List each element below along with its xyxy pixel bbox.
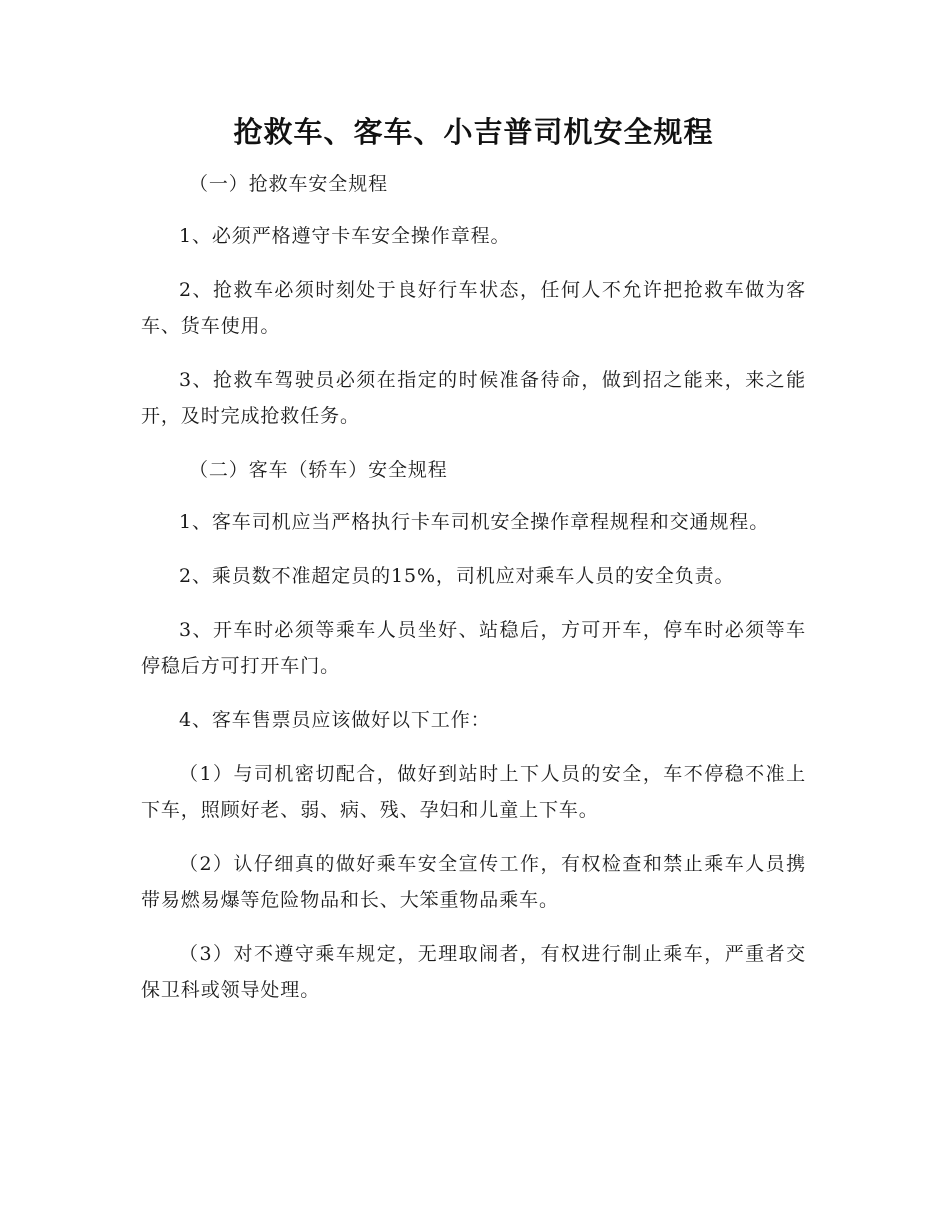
paragraph: 4、客车售票员应该做好以下工作： — [179, 709, 491, 731]
paragraph: 2、乘员数不准超定员的15%，司机应对乘车人员的安全负责。 — [179, 565, 735, 587]
paragraph: （1）与司机密切配合，做好到站时上下人员的安全，车不停稳不准上下车，照顾好老、弱、病、残、孕妇和儿童上下车。 — [141, 763, 806, 821]
paragraph: 1、必须严格遵守卡车安全操作章程。 — [179, 225, 511, 247]
paragraph: 1、客车司机应当严格执行卡车司机安全操作章程规程和交通规程。 — [179, 511, 770, 533]
section-heading-passenger-car: （二）客车（轿车）安全规程 — [189, 459, 448, 481]
paragraph: 3、开车时必须等乘车人员坐好、站稳后，方可开车，停车时必须等车停稳后方可打开车门。 — [141, 619, 806, 677]
paragraph: 2、抢救车必须时刻处于良好行车状态，任何人不允许把抢救车做为客车、货车使用。 — [141, 279, 806, 337]
paragraph: （2）认仔细真的做好乘车安全宣传工作，有权检查和禁止乘车人员携带易燃易爆等危险物品和长、大笨重物品乘车。 — [141, 853, 806, 911]
document-body — [141, 112, 806, 1026]
section-heading-ambulance: （一）抢救车安全规程 — [189, 173, 389, 195]
paragraph: （3）对不遵守乘车规定，无理取闹者，有权进行制止乘车，严重者交保卫科或领导处理。 — [141, 943, 806, 1001]
document-title: 抢救车、客车、小吉普司机安全规程 — [233, 115, 714, 149]
paragraph: 3、抢救车驾驶员必须在指定的时候准备待命，做到招之能来，来之能开，及时完成抢救任务。 — [141, 369, 806, 427]
